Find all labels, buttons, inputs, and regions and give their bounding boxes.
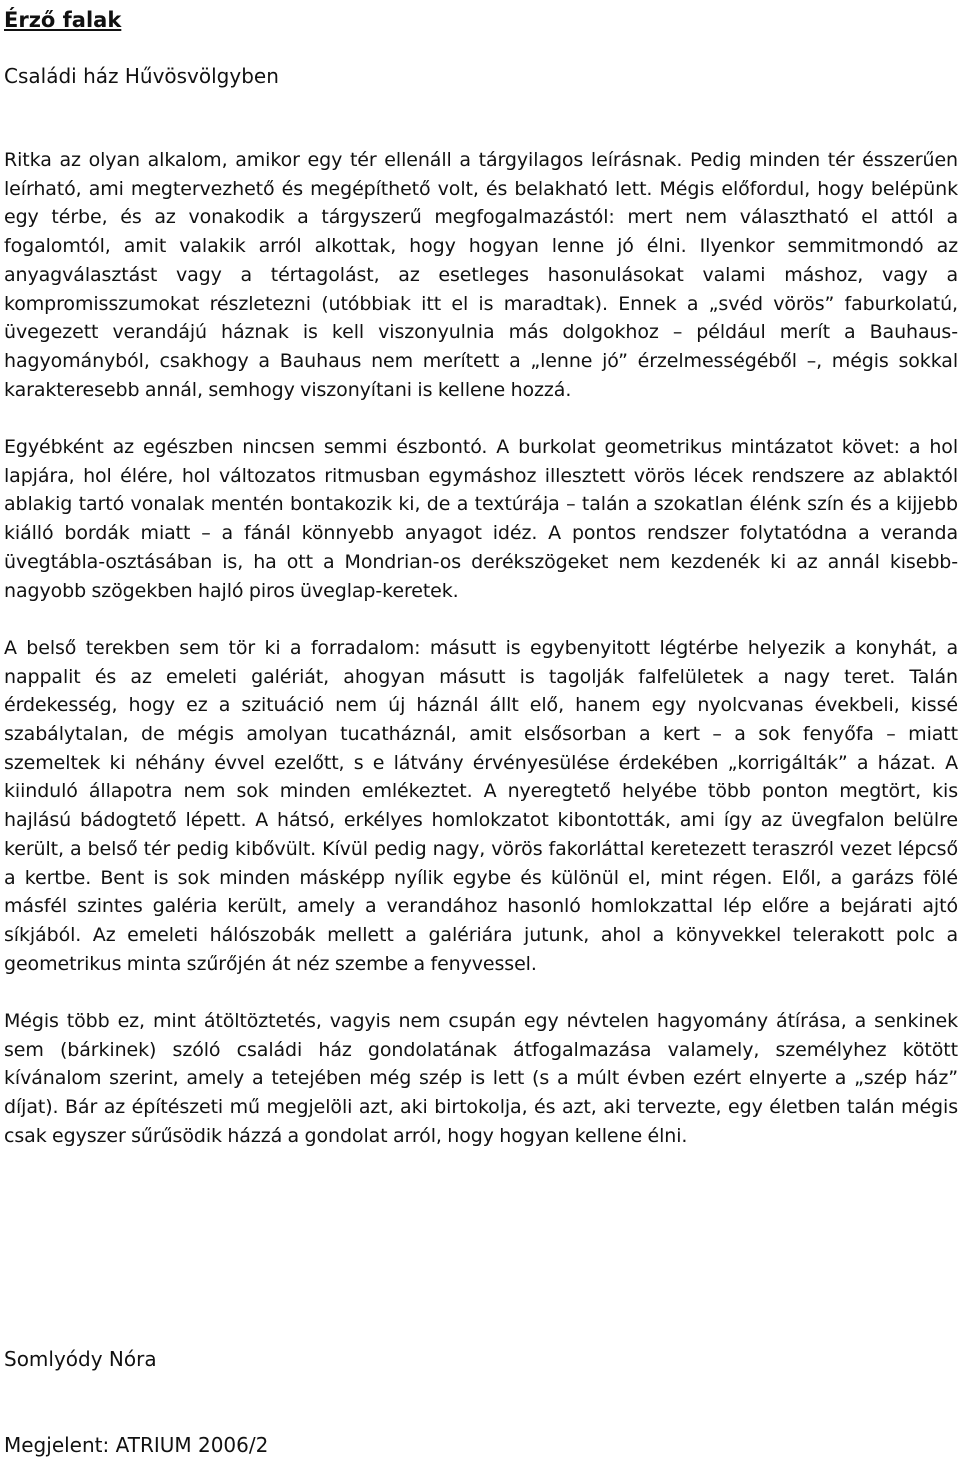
paragraph: Mégis több ez, mint átöltöztetés, vagyis nem csupán egy névtelen hagyomány átírása, a senkinek sem (bárkinek) szóló családi ház gondolatának átfogalmazása valamely, személyhez kötött kívánalom szerint, amely a tetejében még szép is lett (s a múlt évben ezért elnyerte a „szép ház” díjat). Bár az építészeti mű megjelöli azt, aki birtokolja, és azt, aki tervezte, egy életben talán mégis csak egyszer sűrűsödik házzá a gondolat arról, hogy hogyan kellene élni. <box>4 1010 958 1147</box>
article-title: Érző falak <box>4 8 122 32</box>
paragraph: Egyébként az egészben nincsen semmi észbontó. A burkolat geometrikus mintázatot követ: a hol lapjára, hol élére, hol változatos ritmusban egymáshoz illesztett vörös lécek rendszere az ablaktól ablakig tartó vonalak mentén bontakozik ki, de a textúrája – talán a szokatlan élénk szín és a kijjebb kiálló bordák miatt – a fánál könnyebb anyagot idéz. A pontos rendszer folytatódna a veranda üvegtábla-osztásában is, ha ott a Mondrian-os derékszögeket nem kezdenék ki az annál kisebb-nagyobb szögekben hajló piros üveglap-keretek. <box>4 436 958 602</box>
author-signature: Somlyódy Nóra <box>4 1347 157 1371</box>
paragraph: Ritka az olyan alkalom, amikor egy tér ellenáll a tárgyilagos leírásnak. Pedig minden tér ésszerűen leírható, ami megtervezhető és megépíthető volt, és belakható lett. Mégis előfordul, hogy belépünk egy térbe, és az vonakodik a tárgyszerű megfogalmazástól: mert nem választható el attól a fogalomtól, amit valakik arról alkottak, hogy hogyan lenne jó élni. Ilyenkor semmitmondó az anyagválasztást vagy a tértagolást, az esetleges hasonulásokat valami máshoz, vagy a kompromisszumokat részletezni (utóbbiak itt el is maradtak). Ennek a „svéd vörös” faburkolatú, üvegezett verandájú háznak is kell viszonyulnia más dolgokhoz – például merít a Bauhaus-hagyományból, csakhogy a Bauhaus nem merített a „lenne jó” érzelmességéből –, mégis sokkal karakteresebb annál, semhogy viszonyítani is kellene hozzá. <box>4 149 958 401</box>
article-subtitle: Családi ház Hűvösvölgyben <box>4 64 279 88</box>
article-body <box>4 146 958 1179</box>
paragraph: A belső terekben sem tör ki a forradalom: másutt is egybenyitott légtérbe helyezik a konyhát, a nappalit és az emeleti galériát, ahogyan másutt is tagolják falfelületek a nagy teret. Talán érdekesség, hogy ez a szituáció nem új háznál állt elő, hanem egy nyolcvanas évekbeli, kissé szabálytalan, de mégis amolyan tucatháznál, amit elsősorban a kert – a sok fenyőfa – miatt szemeltek ki néhány évvel ezelőtt, s e látvány érvényesülése érdekében „korrigálták” a házat. A kiinduló állapotra nem sok minden emlékeztet. A nyeregtető helyébe több ponton megtört, kis hajlású bádogtető lépett. A hátsó, erkélyes homlokzatot kibontották, ami így az üvegfalon belülre került, a belső tér pedig kibővült. Kívül pedig nagy, vörös fakorláttal keretezett teraszról vezet lépcső a kertbe. Bent is sok minden másképp nyílik egybe és különül el, mint régen. Elől, a garázs fölé másfél szintes galéria került, amely a verandához hasonló homlokzattal lép előre a bejárati ajtó síkjából. Az emeleti hálószobák mellett a galériára jutunk, ahol a könyvekkel telerakott polc a geometrikus minta szűrőjén át néz szembe a fenyvessel. <box>4 636 958 975</box>
publication-note: Megjelent: ATRIUM 2006/2 <box>4 1433 269 1457</box>
